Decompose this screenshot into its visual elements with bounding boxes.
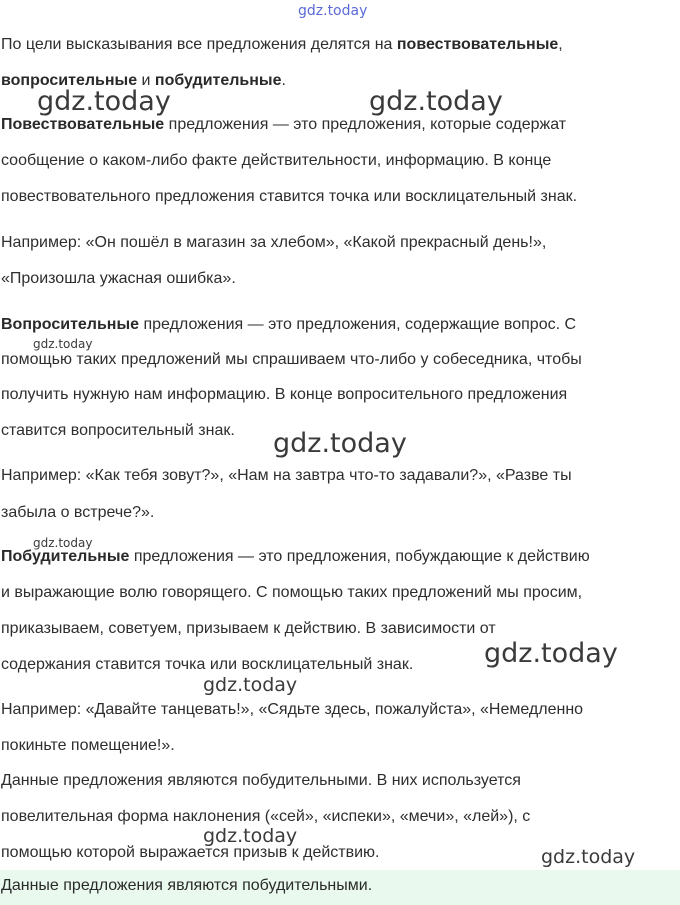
text-segment: ставится вопросительный знак. <box>1 422 235 439</box>
text-segment: забыла о встрече?». <box>1 504 155 521</box>
bold-term: повествовательные <box>396 36 559 53</box>
watermark: gdz.today <box>298 3 368 19</box>
text-segment: приказываем, советуем, призываем к действию. В зависимости от <box>1 620 496 637</box>
text-segment: содержания ставится точка или восклицательный знак. <box>1 656 414 673</box>
text-line <box>1 186 577 208</box>
text-line <box>1 232 546 254</box>
text-segment: повелительная форма наклонения («сей», «испеки», «мечи», «лей»), с <box>1 808 531 825</box>
text-segment: Например: «Он пошёл в магазин за хлебом», «Какой прекрасный день!», <box>1 234 547 251</box>
text-segment: Например: «Как тебя зовут?», «Нам на завтра что-то задавали?», «Разве ты <box>1 467 572 484</box>
text-line <box>1 420 235 442</box>
answer-text: Данные предложения являются побудительными. <box>1 877 373 894</box>
text-line <box>1 770 521 792</box>
text-segment: , <box>558 36 563 53</box>
text-line <box>1 582 582 604</box>
watermark: gdz.today <box>369 86 503 117</box>
text-segment: предложения — это предложения, содержащие вопрос. С <box>139 316 577 333</box>
text-segment: предложения — это предложения, побуждающие к действию <box>129 548 590 565</box>
text-segment: повествовательного предложения ставится точка или восклицательный знак. <box>1 188 578 205</box>
text-segment: Например: «Давайте танцевать!», «Сядьте здесь, пожалуйста», «Немедленно <box>1 701 584 718</box>
watermark: gdz.today <box>37 86 171 117</box>
text-line <box>1 465 572 487</box>
watermark: gdz.today <box>203 825 298 847</box>
bold-term: вопросительные <box>1 72 138 89</box>
text-segment: и выражающие волю говорящего. С помощью таких предложений мы просим, <box>1 584 583 601</box>
text-segment: и <box>137 72 155 89</box>
answer-box <box>0 870 680 905</box>
text-line <box>1 268 236 290</box>
text-segment: сообщение о каком-либо факте действительности, информацию. В конце <box>1 152 552 169</box>
watermark: gdz.today <box>541 846 636 868</box>
watermark: gdz.today <box>33 536 93 550</box>
bold-term: Вопросительные <box>1 316 140 333</box>
text-segment: «Произошла ужасная ошибка». <box>1 270 236 287</box>
watermark: gdz.today <box>33 337 93 351</box>
text-line <box>1 314 576 336</box>
text-segment: предложения — это предложения, которые содержат <box>164 116 567 133</box>
text-line <box>1 735 175 757</box>
text-line <box>1 34 563 56</box>
text-segment: помощью таких предложений мы спрашиваем что-либо у собеседника, чтобы <box>1 351 582 368</box>
text-segment: . <box>281 72 286 89</box>
text-line <box>1 842 380 864</box>
text-line <box>1 618 496 640</box>
text-segment: покиньте помещение!». <box>1 737 175 754</box>
text-segment: По цели высказывания все предложения делятся на <box>1 36 397 53</box>
text-line <box>1 114 566 136</box>
watermark: gdz.today <box>203 674 298 696</box>
text-line <box>1 384 567 406</box>
text-line <box>1 654 413 676</box>
text-segment: помощью которой выражается призыв к действию. <box>1 844 380 861</box>
bold-term: Побудительные <box>1 548 130 565</box>
text-line <box>1 502 154 524</box>
bold-term: побудительные <box>154 72 282 89</box>
watermark: gdz.today <box>273 428 407 459</box>
text-line <box>1 150 551 172</box>
text-segment: Данные предложения являются побудительными. В них используется <box>1 772 521 789</box>
text-segment: получить нужную нам информацию. В конце вопросительного предложения <box>1 386 568 403</box>
text-line <box>1 349 582 371</box>
watermark: gdz.today <box>484 638 618 669</box>
text-line <box>1 699 583 721</box>
bold-term: Повествовательные <box>1 116 165 133</box>
